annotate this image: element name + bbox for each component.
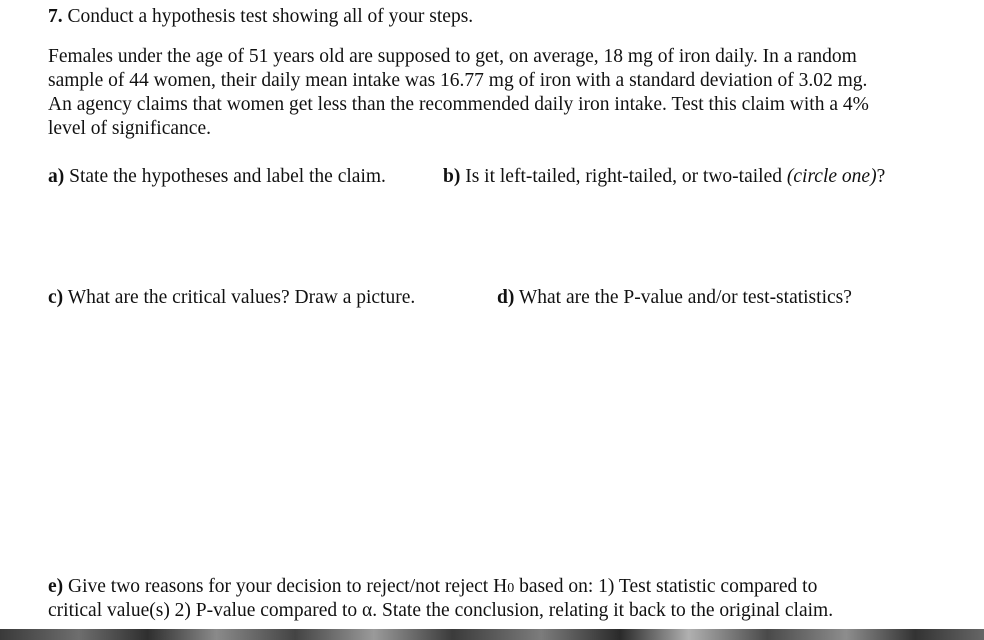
question-a: [48, 165, 386, 189]
question-d-label: d): [497, 287, 515, 308]
question-e-label: e): [48, 576, 64, 597]
question-e-text-a: Give two reasons for your decision to reject/not reject H: [68, 576, 508, 597]
problem-heading: [48, 5, 473, 29]
question-b-label: b): [443, 166, 461, 187]
question-b: [443, 165, 885, 189]
passage-line-3: An agency claims that women get less than the recommended daily iron intake. Test this claim with a 4%: [48, 94, 869, 115]
passage-line-4: level of significance.: [48, 118, 211, 139]
question-e-line-2: critical value(s) 2) P-value compared to α. State the conclusion, relating it back to the original claim.: [48, 600, 834, 621]
question-b-emphasis: (circle one): [786, 166, 877, 187]
question-c-label: c): [48, 287, 64, 308]
question-b-text: Is it left-tailed, right-tailed, or two-tailed: [465, 166, 787, 187]
question-c: [48, 286, 415, 310]
question-b-end: ?: [876, 166, 886, 187]
question-e-line-1: [48, 575, 817, 601]
question-a-label: a): [48, 166, 65, 187]
question-a-text: State the hypotheses and label the claim.: [69, 166, 386, 187]
passage-line-1: Females under the age of 51 years old are supposed to get, on average, 18 mg of iron daily. In a random: [48, 46, 857, 67]
question-d-text: What are the P-value and/or test-statistics?: [518, 287, 852, 308]
question-e-subscript: 0: [507, 581, 515, 596]
problem-number: 7.: [48, 6, 63, 27]
bottom-edge-strip: [0, 629, 984, 640]
passage-line-2: sample of 44 women, their daily mean intake was 16.77 mg of iron with a standard deviation of 3.02 mg.: [48, 70, 868, 91]
question-d: [497, 286, 852, 310]
problem-title: Conduct a hypothesis test showing all of your steps.: [67, 6, 474, 27]
question-e-text-b: based on: 1) Test statistic compared to: [514, 576, 818, 597]
question-c-text: What are the critical values? Draw a picture.: [67, 287, 416, 308]
